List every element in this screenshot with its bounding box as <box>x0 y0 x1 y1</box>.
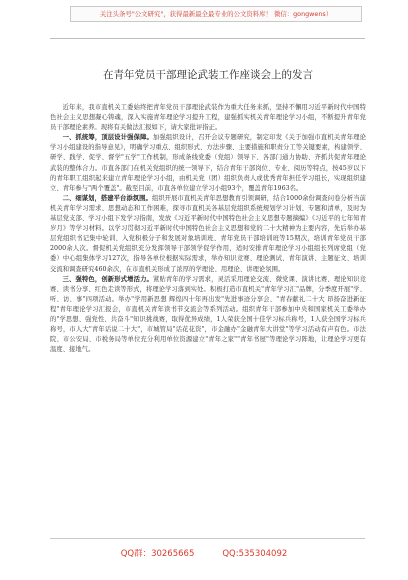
footer-contact <box>0 548 408 560</box>
paragraph-text: 近年来，我市直机关工委始终把青年党员干部理论武装作为重大任务来抓，坚持不懈用习近平新时代中国特色社会主义思想凝心铸魂，深入实施青年理论学习提升工程，建强抓实机关青年理论学习小组，不断提升青年党员干部理论素养。现将有关做法汇报如下，请大家批评指正。 <box>50 104 366 132</box>
paragraph-lead: 一、抓统筹，顶层设计强保障。 <box>62 134 154 142</box>
paragraph-text: 组织开展市直机关青年思想教育引领调研，结合1000余份调查问卷分析当前机关青年学习需求、思想动态和工作困难，探寻市直机关各基层党组织系统规划学习计划、专题和清单，及时为基层党支部、学习小组下发学习指南，发放《习近平新时代中国特色社会主义思想专题摘编》《习近平的七年知青岁月》等学习材料。以学习贯彻习近平新时代中国特色社会主义思想和党的二十大精神为主要内容，先后举办基层党组织书记集中轮训、入党积极分子和发展对象培训班、青年党员干部培训班等15期次，培训青年党员干部2000余人次。督促机关党组织充分发挥领导干部领学促学作用，适时安排青年理论学习小组组长列席党组（党委）中心组集体学习127次，指导各单位根据实际需求，举办知识竞赛、理论测试、青年演讲、主题征文、培训交流和调查研究460余次，在市直机关形成了浓厚的学理论、用理论、讲理论氛围。 <box>50 194 366 273</box>
footer-qq-group: QQ群：30265665 <box>120 549 195 559</box>
paragraph-section-2 <box>50 194 366 275</box>
paragraph-lead: 三、强特色，创新形式增活力。 <box>62 275 154 283</box>
header-banner: 关注头条号"公文研究"，获得最新最全最专业的公文资料库！ 微信：gongwens） <box>70 6 362 22</box>
paragraph-section-1 <box>50 133 366 194</box>
header-divider <box>50 38 365 39</box>
paragraph-section-3 <box>50 275 366 356</box>
paragraph-text: 加强组织设计，召开会议专题研究，制定印发《关于加强市直机关青年理论学习小组建设的指导意见》，明确学习重点、组织形式、方法步骤、主要措施和职责分工等关键要素，构建领学、研学、践学、促学、督学"五学"工作机制，形成条线党委（党组）领导下、各部门通力协助、齐抓共促青年理论武装的整体合力。市直各部门在机关党组织的统一领导下，结合青年干部岗位、专业、阅历等特点，按45岁以下的青年职工组织起来建立青年理论学习小组，由机关党（团）组织负责人或优秀青年担任学习组长，实现组织建立、青年参与"两个覆盖"。截至目前，市直各单位建立学习小组93个，覆盖青年1963名。 <box>50 134 367 192</box>
paragraph-lead: 二、细谋划，搭建平台添氛围。 <box>62 194 152 202</box>
document-title: 在青年党员干部理论武装工作座谈会上的发言 <box>103 69 313 81</box>
paragraph-text: 紧贴青年的学习需求，灵活采用理论交流、微党课、演讲比赛、理论知识竞赛、读书分享、红色走读等形式，将理论学习落到实处。积极打造市直机关"青年学习汇"品牌，分季度开展"学、听、访、事"四项活动。举办"学用新思想 辉煌四十年再出发"先进事迹分享会、"青春献礼二十大 昂扬奋进新征程"青年理论学习汇报会，市直机关青年读书节交流会等系列活动。组织青年干部参加中央和国家机关工委举办的"学思想、强党性、共奋斗"知识挑战赛，取得优异成绩，1人荣获全国十佳学习标兵称号，1人获全国学习标兵称号，市人大"青年话说二十大"，市城管局"话花花资"，市金融办"金融青年大讲堂"等学习活动有声有色。市法院、市公安局、市税务局等单位充分利用单位资源建立"青年之家""青年书屋"等理论学习阵地，让理论学习更有温度、接地气。 <box>50 275 367 354</box>
paragraph-intro <box>50 103 366 133</box>
footer-divider <box>50 538 365 539</box>
document-body <box>50 103 366 355</box>
footer-qq: QQ:535304092 <box>222 549 288 559</box>
